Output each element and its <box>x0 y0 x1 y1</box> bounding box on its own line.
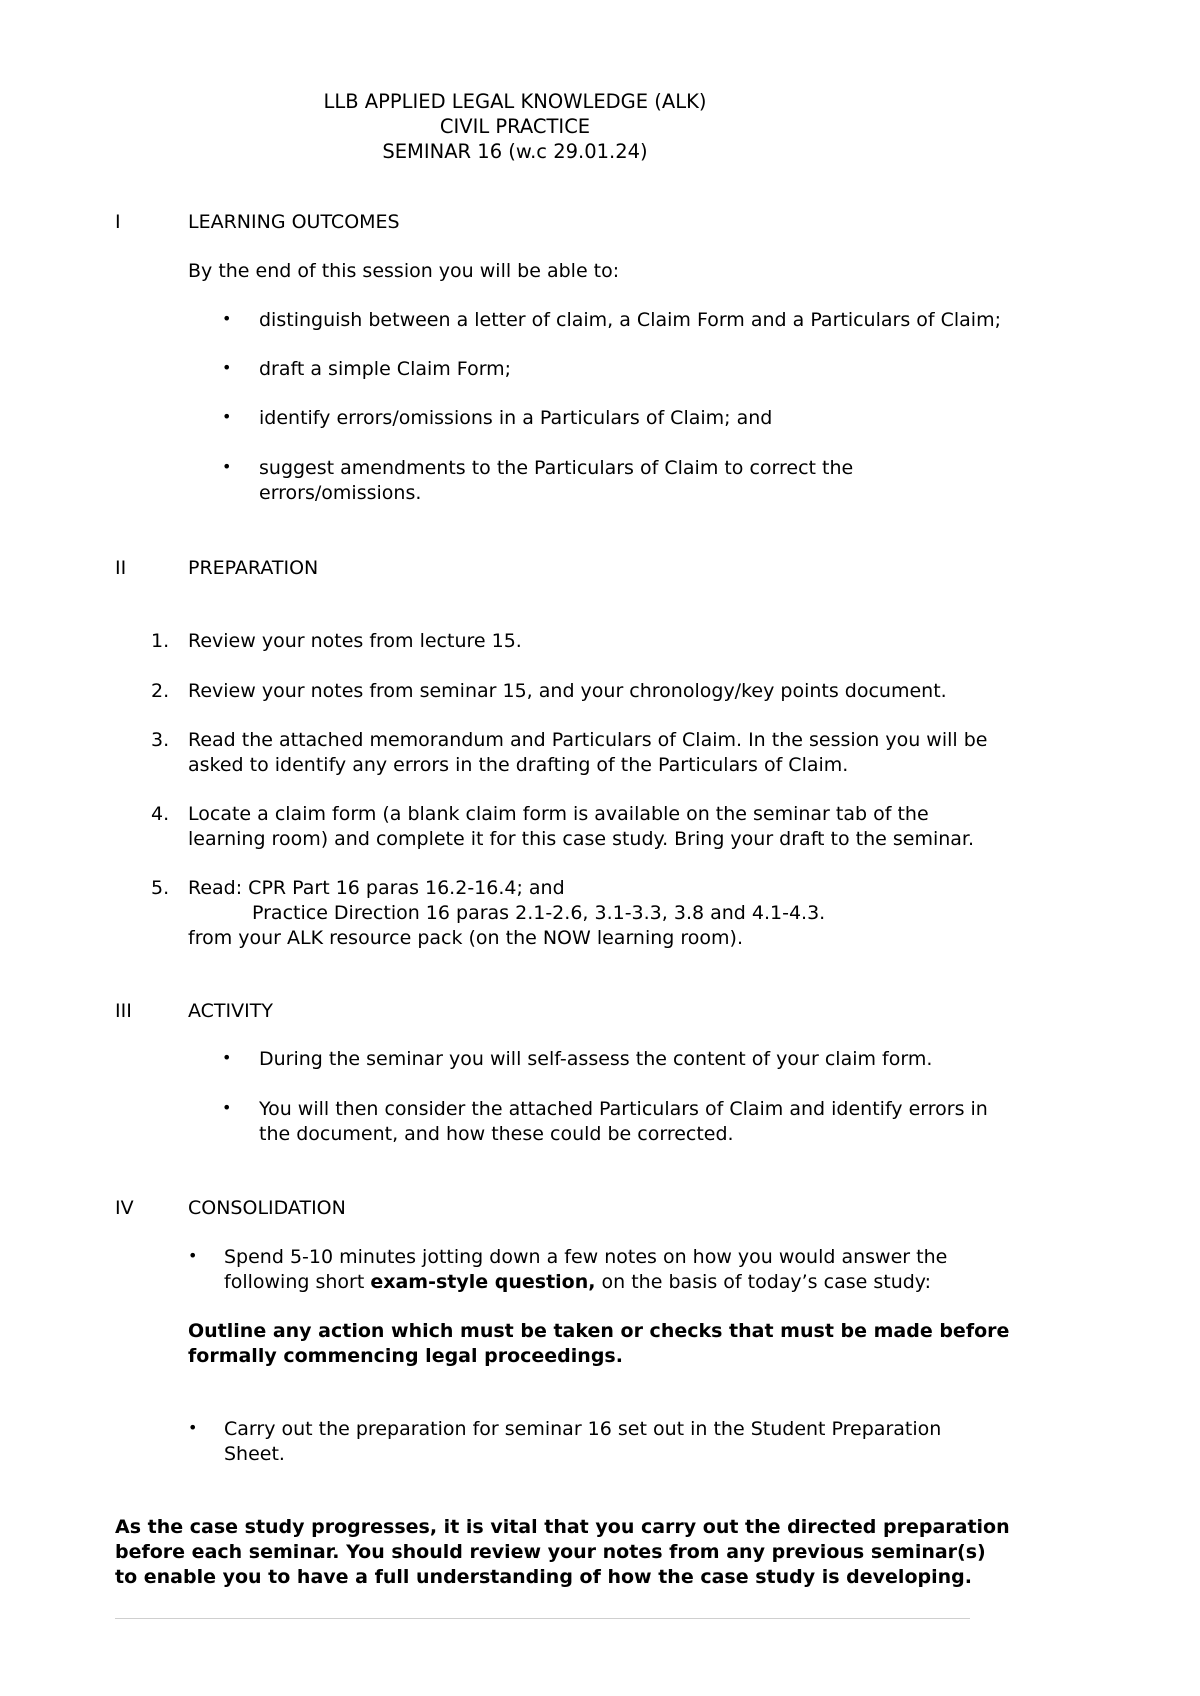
title-line-2: CIVIL PRACTICE <box>439 115 591 138</box>
preparation-text: Read: CPR Part 16 paras 16.2-16.4; and <box>188 877 565 899</box>
consolidation-text-part: on the basis of today’s case study: <box>595 1271 932 1293</box>
learning-outcome-text: suggest amendments to the Particulars of Claim to correct the <box>259 457 854 479</box>
exam-question <box>188 1319 1009 1369</box>
closing-line: before each seminar. You should review your notes from any previous seminar(s) <box>115 1541 986 1563</box>
exam-question-line: formally commencing legal proceedings. <box>188 1345 623 1367</box>
learning-outcome-text: errors/omissions. <box>259 482 422 504</box>
preparation-text: Review your notes from seminar 15, and your chronology/key points document. <box>188 680 947 702</box>
list-number: 2. <box>151 680 170 702</box>
consolidation-text: Carry out the preparation for seminar 16 set out in the Student Preparation <box>224 1418 942 1440</box>
consolidation-text-part: following short <box>224 1271 371 1293</box>
learning-outcome-item <box>259 456 853 506</box>
list-number: 1. <box>151 630 170 652</box>
preparation-text: Read the attached memorandum and Particulars of Claim. In the session you will be <box>188 729 988 751</box>
bullet-icon: • <box>222 1048 232 1067</box>
learning-outcome-item <box>259 308 1001 333</box>
consolidation-text: Spend 5-10 minutes jotting down a few notes on how you would answer the <box>224 1246 948 1268</box>
preparation-text: from your ALK resource pack (on the NOW learning room). <box>188 927 743 949</box>
bullet-icon: • <box>222 1098 232 1117</box>
activity-text: You will then consider the attached Particulars of Claim and identify errors in <box>259 1098 988 1120</box>
title-line-3: SEMINAR 16 (w.c 29.01.24) <box>382 140 648 163</box>
consolidation-text <box>224 1270 947 1295</box>
section-number-i: I <box>115 211 121 233</box>
learning-outcome-item <box>259 406 772 431</box>
activity-item <box>259 1097 988 1147</box>
preparation-text: Review your notes from lecture 15. <box>188 630 522 652</box>
section-number-iv: IV <box>115 1197 134 1219</box>
closing-line: As the case study progresses, it is vital that you carry out the directed preparation <box>115 1516 1010 1538</box>
bullet-icon: • <box>222 407 232 426</box>
learning-outcome-text: draft a simple Claim Form; <box>259 358 512 380</box>
closing-paragraph <box>115 1515 1010 1590</box>
section-heading-consolidation: CONSOLIDATION <box>188 1197 346 1219</box>
exam-style-question-emphasis: exam-style question, <box>370 1271 596 1293</box>
learning-outcome-text: distinguish between a letter of claim, a Claim Form and a Particulars of Claim; <box>259 309 1001 331</box>
list-number: 5. <box>151 877 170 899</box>
activity-text: the document, and how these could be corrected. <box>259 1123 734 1145</box>
bullet-icon: • <box>222 309 232 328</box>
list-number: 3. <box>151 729 170 751</box>
preparation-item <box>188 802 974 852</box>
bullet-icon: • <box>188 1418 198 1437</box>
preparation-text: Locate a claim form (a blank claim form is available on the seminar tab of the <box>188 803 929 825</box>
section-heading-activity: ACTIVITY <box>188 1000 273 1022</box>
title-line-1: LLB APPLIED LEGAL KNOWLEDGE (ALK) <box>323 90 707 113</box>
bullet-icon: • <box>222 358 232 377</box>
section-number-ii: II <box>115 557 127 579</box>
preparation-text: Practice Direction 16 paras 2.1-2.6, 3.1-3.3, 3.8 and 4.1-4.3. <box>252 902 826 924</box>
preparation-text: asked to identify any errors in the drafting of the Particulars of Claim. <box>188 754 849 776</box>
footer-divider <box>115 1618 970 1619</box>
consolidation-item <box>224 1417 941 1467</box>
section-heading-learning-outcomes: LEARNING OUTCOMES <box>188 211 400 233</box>
document-title <box>0 89 1030 164</box>
learning-outcome-item <box>259 357 511 382</box>
preparation-item <box>188 728 987 778</box>
consolidation-item <box>224 1245 947 1295</box>
closing-line: to enable you to have a full understanding of how the case study is developing. <box>115 1566 972 1588</box>
section-number-iii: III <box>115 1000 132 1022</box>
preparation-item <box>188 876 825 951</box>
consolidation-text: Sheet. <box>224 1443 285 1465</box>
preparation-text: learning room) and complete it for this case study. Bring your draft to the seminar. <box>188 828 975 850</box>
learning-outcome-text: identify errors/omissions in a Particulars of Claim; and <box>259 407 773 429</box>
learning-intro: By the end of this session you will be able to: <box>188 260 620 282</box>
bullet-icon: • <box>222 457 232 476</box>
preparation-item <box>188 679 947 704</box>
activity-item <box>259 1047 932 1072</box>
bullet-icon: • <box>188 1246 198 1265</box>
activity-text: During the seminar you will self-assess the content of your claim form. <box>259 1048 933 1070</box>
list-number: 4. <box>151 803 170 825</box>
preparation-item <box>188 629 522 654</box>
section-heading-preparation: PREPARATION <box>188 557 319 579</box>
exam-question-line: Outline any action which must be taken or checks that must be made before <box>188 1320 1010 1342</box>
